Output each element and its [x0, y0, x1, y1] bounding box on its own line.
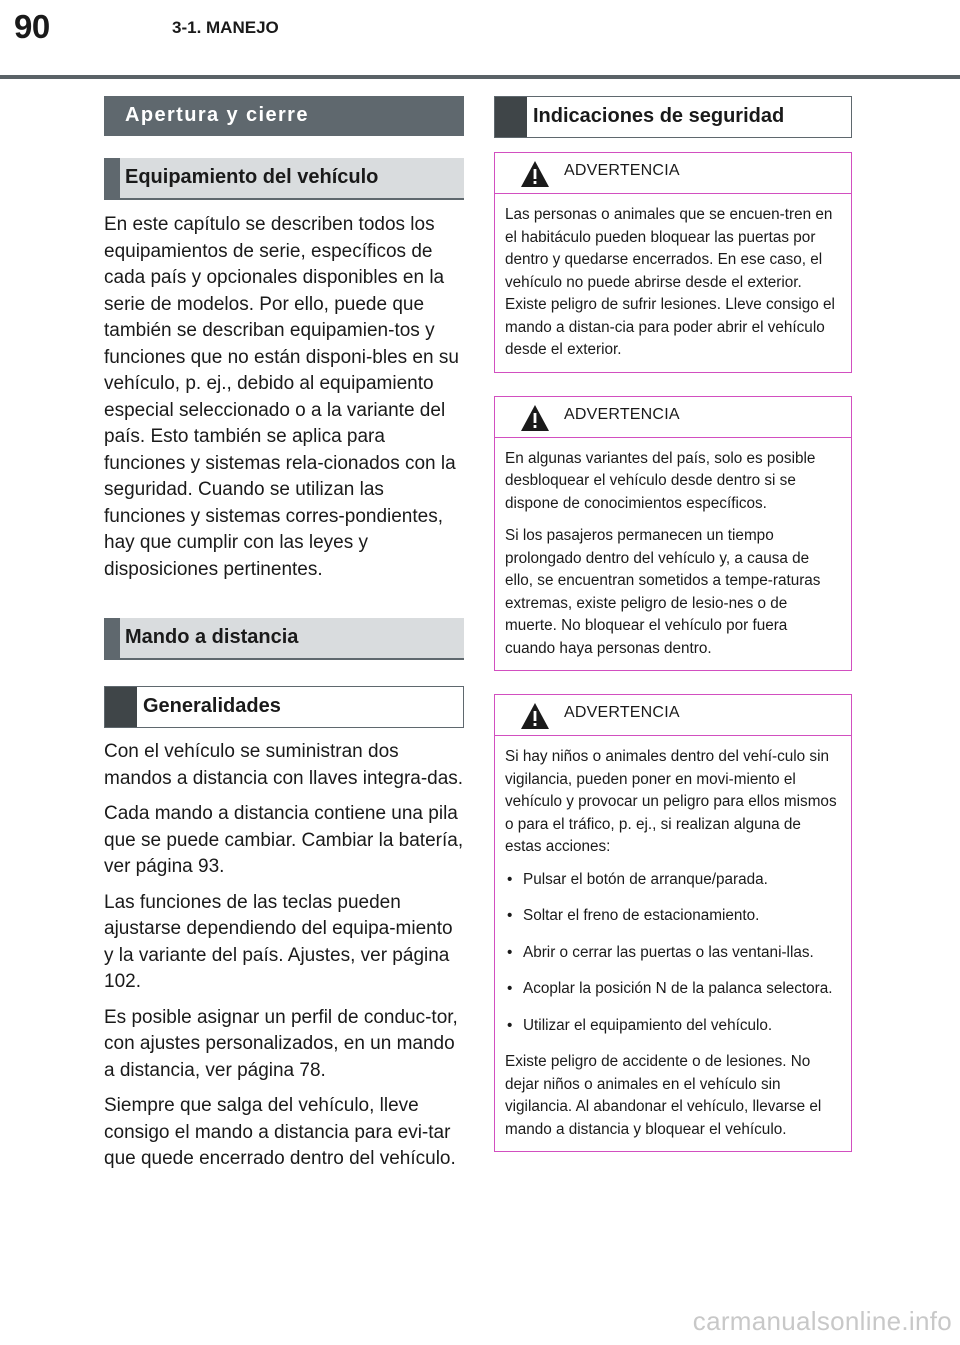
warning-label: ADVERTENCIA [564, 704, 680, 721]
warning-box [494, 396, 852, 672]
subheading-equipamiento: Equipamiento del vehículo [104, 158, 464, 200]
warning-header [495, 153, 851, 194]
list-item: • Utilizar el equipamiento del vehículo. [505, 1015, 839, 1038]
list-item: • Soltar el freno de estacionamiento. [505, 905, 839, 928]
paragraph-pila: Cada mando a distancia contiene una pila que se puede cambiar. Cambiar la batería, ver página 93. [104, 803, 464, 877]
right-column [494, 96, 852, 1152]
warning-triangle-icon [520, 160, 550, 188]
warning-text: Existe peligro de accidente o de lesiones. No dejar niños o animales en el vehículo sin vigilancia. Al abandonar el vehículo, llevarse el mando a distancia y bloquear el vehículo. [505, 1053, 822, 1138]
paragraph-teclas: Las funciones de las teclas pueden ajustarse dependiendo del equipa-miento y la variante del país. Ajustes, ver página 102. [104, 891, 453, 992]
warning-triangle-icon [520, 702, 550, 730]
intro-paragraph: En este capítulo se describen todos los equipamientos de serie, específicos de cada país y opcionales disponibles en la serie de modelos. Por ello, puede que también se describan equipamien-tos y funciones que no están disponi-bles en su vehículo, p. ej., debido al equipamiento especial seleccionado o a la variante del país. Esto también se aplica para funciones y sistemas rela-cionados con la seguridad. Cuando se utilizan las funciones y sistemas corres-pondientes, hay que cumplir con las leyes y disposiciones pertinentes. [104, 214, 459, 580]
warning-label: ADVERTENCIA [564, 162, 680, 179]
subheading-mando-distancia: Mando a distancia [104, 618, 464, 660]
header-rule [0, 75, 960, 79]
warning-box [494, 694, 852, 1152]
warning-text: Si hay niños o animales dentro del vehí-culo sin vigilancia, pueden poner en movi-miento el vehículo y provocar un peligro para ellos mismos o para el tráfico, p. ej., si realizan alguna de estas acciones: [505, 748, 837, 855]
list-item: • Acoplar la posición N de la palanca selectora. [505, 978, 839, 1001]
section-title-apertura: Apertura y cierre [104, 96, 464, 136]
list-item: • Pulsar el botón de arranque/parada. [505, 869, 839, 892]
warning-text: Si los pasajeros permanecen un tiempo prolongado dentro del vehículo y, a causa de ello, se encuentran sometidos a tempe-raturas extremas, existe peligro de lesio-nes o de muerte. No bloquear el vehículo por fuera cuando haya personas dentro. [505, 527, 821, 657]
warning-body [495, 438, 851, 671]
warning-body [495, 194, 851, 372]
warning-text: Las personas o animales que se encuen-tren en el habitáculo pueden bloquear las puertas por dentro y quedarse encerrados. En ese caso, el vehículo no puede abrirse desde el exterior. Existe peligro de sufrir lesiones. Lleve consigo el mando a distan-cia para poder abrir el vehículo desde el exterior. [505, 206, 835, 358]
warning-header [495, 397, 851, 438]
warning-triangle-icon [520, 404, 550, 432]
warning-body [495, 736, 851, 1151]
paragraph-mandos: Con el vehículo se suministran dos mandos a distancia con llaves integra-das. [104, 741, 464, 789]
warning-label: ADVERTENCIA [564, 405, 680, 423]
paragraph-salir: Siempre que salga del vehículo, lleve consigo el mando a distancia para evi-tar que quede encerrado dentro del vehículo. [104, 1095, 456, 1169]
warning-box [494, 152, 852, 373]
left-column [104, 96, 464, 1182]
subheading-generalidades: Generalidades [104, 686, 464, 728]
chapter-label: 3-1. MANEJO [172, 18, 279, 37]
page-number: 90 [14, 8, 50, 45]
watermark: carmanualsonline.info [692, 1306, 952, 1336]
list-item: • Abrir o cerrar las puertas o las ventani-llas. [505, 942, 839, 965]
warning-bullet-list [505, 869, 839, 1038]
section-title-seguridad: Indicaciones de seguridad [494, 96, 852, 138]
paragraph-perfil: Es posible asignar un perfil de conduc-tor, con ajustes personalizados, en un mando a distancia, ver página 78. [104, 1006, 458, 1081]
warning-text: En algunas variantes del país, solo es posible desbloquear el vehículo desde dentro si se dispone de conocimientos específicos. [505, 449, 816, 512]
warning-header [495, 695, 851, 736]
